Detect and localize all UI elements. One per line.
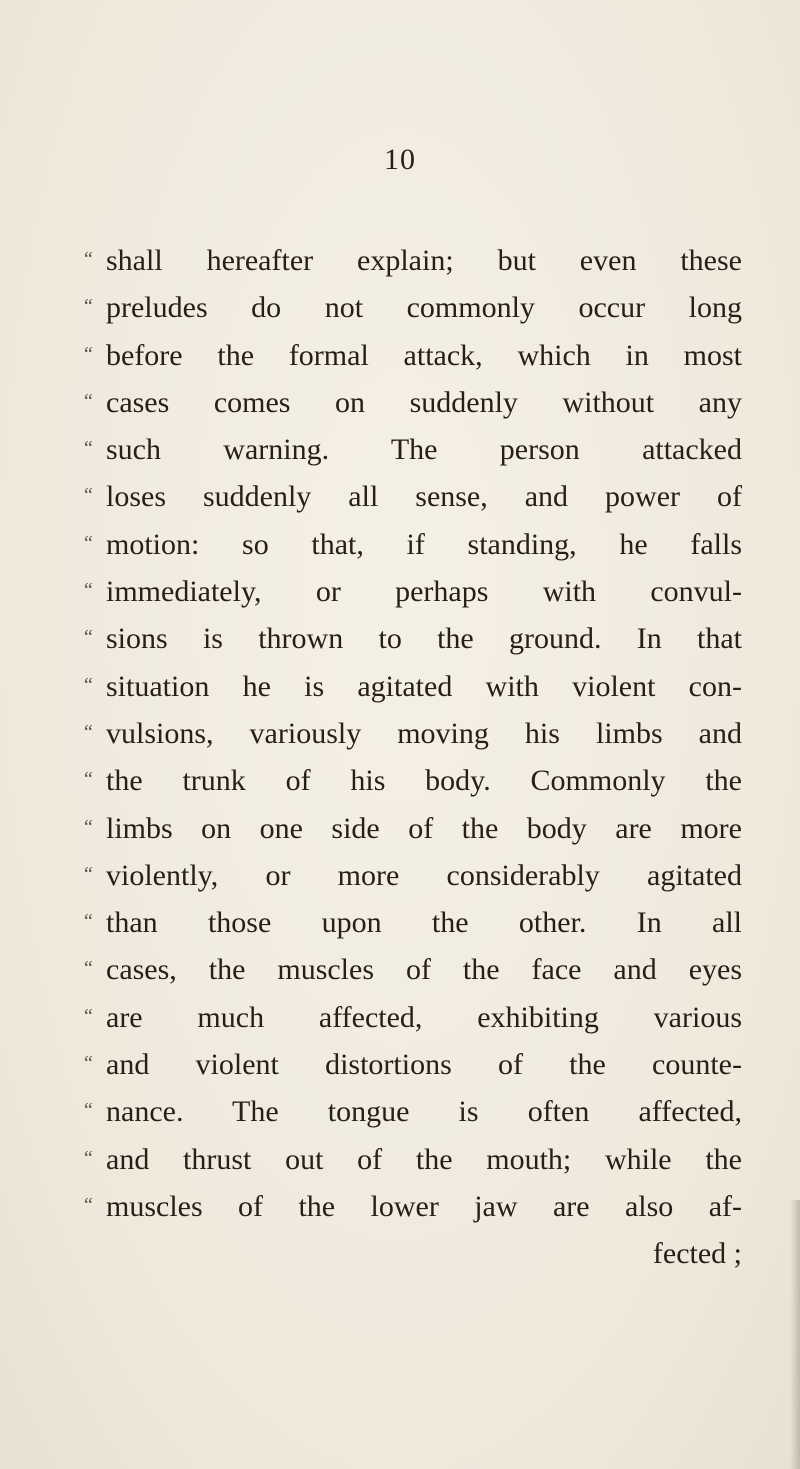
line-text: and violent distortions of the counte- xyxy=(106,1048,742,1082)
line-text: cases, the muscles of the face and eyes xyxy=(106,953,742,987)
text-line xyxy=(82,811,742,858)
line-text: situation he is agitated with violent con- xyxy=(106,669,742,703)
quote-mark: “ xyxy=(82,342,94,365)
quote-mark: “ xyxy=(82,248,94,270)
line-text: nance. The tongue is often affected, xyxy=(106,1095,742,1129)
quote-mark: “ xyxy=(82,626,94,649)
line-text: are much affected, exhibiting various xyxy=(106,1000,742,1034)
line-text: preludes do not commonly occur long xyxy=(106,291,742,325)
quote-mark: “ xyxy=(82,1193,94,1216)
quote-mark: “ xyxy=(82,720,94,743)
quote-mark: “ xyxy=(82,910,94,933)
text-line xyxy=(82,716,742,763)
text-line xyxy=(82,763,742,810)
text-line xyxy=(82,1094,742,1141)
quote-mark: “ xyxy=(82,579,94,602)
text-line xyxy=(82,243,742,290)
line-text: motion: so that, if standing, he falls xyxy=(106,527,742,561)
line-text: limbs on one side of the body are more xyxy=(106,811,742,845)
text-block xyxy=(82,243,742,1284)
quote-mark: “ xyxy=(82,484,94,507)
line-text: fected ; xyxy=(652,1237,742,1271)
text-line xyxy=(82,621,742,668)
quote-mark: “ xyxy=(82,673,94,696)
line-text: shall hereafter explain; but even these xyxy=(106,244,742,277)
quote-mark: “ xyxy=(82,1052,94,1075)
line-text: than those upon the other. In all xyxy=(106,906,742,940)
line-text: sions is thrown to the ground. In that xyxy=(106,622,742,656)
line-text: the trunk of his body. Commonly the xyxy=(106,764,742,798)
page-edge-shadow xyxy=(790,1200,800,1469)
line-text: violently, or more considerably agitated xyxy=(106,858,742,892)
quote-mark: “ xyxy=(82,437,94,460)
text-line xyxy=(82,479,742,526)
line-text: vulsions, variously moving his limbs and xyxy=(106,716,742,750)
text-line xyxy=(82,290,742,337)
quote-mark: “ xyxy=(82,1146,94,1169)
line-text: and thrust out of the mouth; while the xyxy=(106,1142,742,1176)
text-line xyxy=(82,338,742,385)
text-line xyxy=(82,952,742,999)
text-line xyxy=(82,527,742,574)
quote-mark: “ xyxy=(82,295,94,318)
text-line xyxy=(82,1236,742,1283)
line-text: such warning. The person attacked xyxy=(106,433,742,467)
quote-mark: “ xyxy=(82,1004,94,1027)
page-number: 10 xyxy=(384,143,416,176)
text-line xyxy=(82,385,742,432)
text-line xyxy=(82,669,742,716)
line-text: cases comes on suddenly without any xyxy=(106,385,742,419)
quote-mark: “ xyxy=(82,531,94,554)
line-text: immediately, or perhaps with convul- xyxy=(106,575,742,609)
quote-mark: “ xyxy=(82,389,94,412)
text-line xyxy=(82,858,742,905)
text-line xyxy=(82,1000,742,1047)
quote-mark: “ xyxy=(82,768,94,791)
quote-mark: “ xyxy=(82,815,94,838)
line-text: loses suddenly all sense, and power of xyxy=(106,480,742,514)
text-line xyxy=(82,905,742,952)
quote-mark: “ xyxy=(82,862,94,885)
quote-mark: “ xyxy=(82,1099,94,1122)
text-line xyxy=(82,574,742,621)
line-text: muscles of the lower jaw are also af- xyxy=(106,1189,742,1223)
text-line xyxy=(82,432,742,479)
quote-mark: “ xyxy=(82,957,94,980)
line-text: before the formal attack, which in most xyxy=(106,338,742,372)
text-line xyxy=(82,1047,742,1094)
text-line xyxy=(82,1142,742,1189)
text-line xyxy=(82,1189,742,1236)
